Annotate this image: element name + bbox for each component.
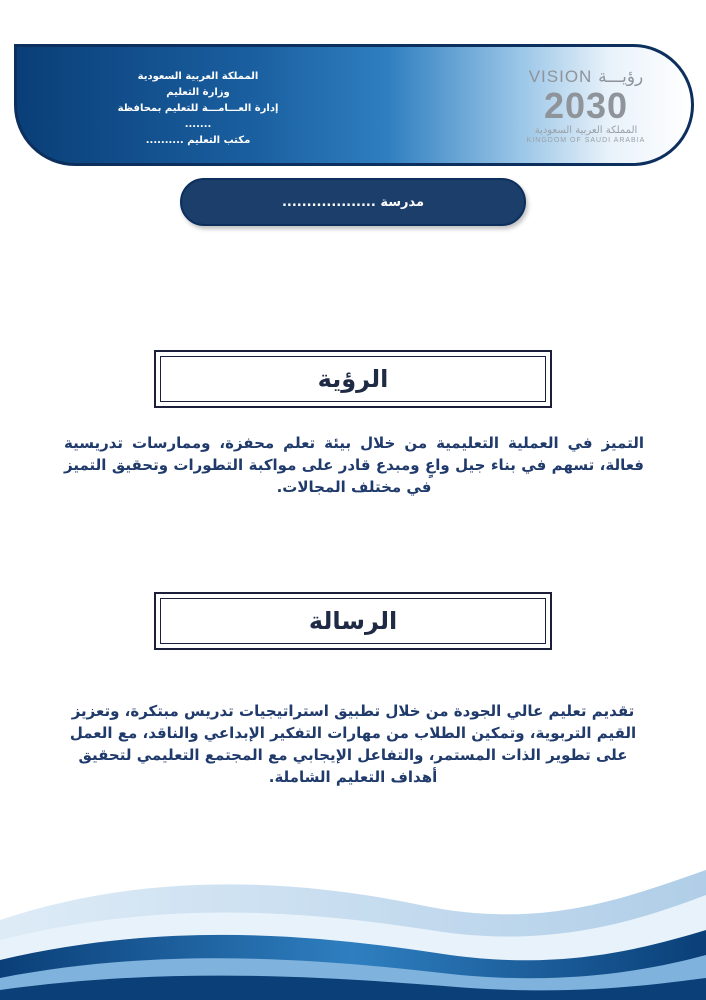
logo-2030-number: 2030 bbox=[543, 85, 629, 126]
vision-title: الرؤية bbox=[160, 356, 546, 402]
header-line-directorate: إدارة العـــامـــة للتعليم بمحافظة ....... bbox=[117, 103, 279, 130]
decorative-waves bbox=[0, 860, 706, 1000]
mission-title-box bbox=[154, 592, 552, 650]
school-name-pill bbox=[180, 178, 526, 226]
logo-arabic-text: المملكة العربية السعودية bbox=[534, 125, 638, 136]
mission-title: الرسالة bbox=[160, 598, 546, 644]
vision-title-box bbox=[154, 350, 552, 408]
header-banner bbox=[14, 44, 694, 166]
school-name-label: مدرسة ................... bbox=[281, 194, 425, 210]
logo-english-text: KINGDOM OF SAUDI ARABIA bbox=[526, 137, 646, 144]
header-line-country: المملكة العربية السعودية bbox=[137, 71, 259, 82]
header-line-ministry: وزارة التعليم bbox=[166, 87, 230, 98]
header-line-office: مكتب التعليم .......... bbox=[145, 135, 251, 146]
mission-paragraph: تقديم تعليم عالي الجودة من خلال تطبيق استراتيجيات تدريس مبتكرة، وتعزيز القيم التربوية، وتمكين الطلاب من مهارات التفكير الإبداعي والناقد، مع العمل على تطوير الذات المستمر، والتفاعل الإيجابي مع المجتمع التعليمي لتحقيق أهداف التعليم الشاملة. bbox=[69, 702, 637, 786]
logo-vision-text: VISION رؤيـــة bbox=[528, 67, 644, 86]
vision-2030-logo bbox=[521, 67, 651, 149]
vision-paragraph: التميز في العملية التعليمية من خلال بيئة تعلم محفزة، وممارسات تدريسية فعالة، تسهم في بناء جيل واعٍ ومبدع قادر على مواكبة التطورات وتحقيق التميز في مختلف المجالات. bbox=[64, 434, 644, 496]
ministry-header-text bbox=[113, 69, 283, 149]
